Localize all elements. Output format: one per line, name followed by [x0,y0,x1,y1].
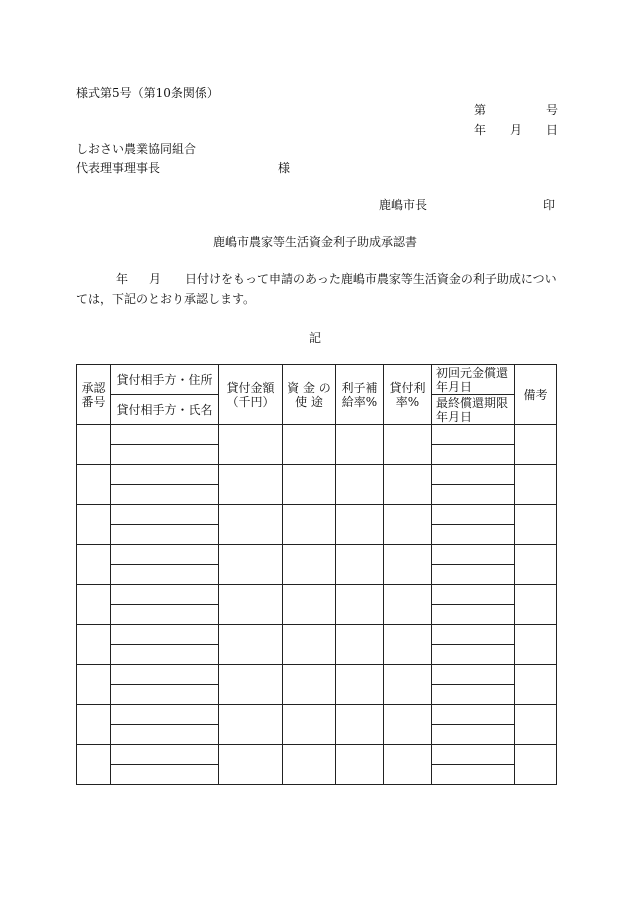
body-line-2: ては，下記のとおり承認します。 [76,292,256,306]
fund-use-cell[interactable] [283,425,336,465]
addressee-organization: しおさい農業協同組合 [76,142,197,156]
header-loan-rate: 貸付利 率% [384,365,432,425]
first-repay-cell[interactable] [432,625,515,645]
issuer-name: 鹿嶋市長 [379,198,428,212]
subsidy-rate-cell[interactable] [336,705,384,745]
loan-rate-cell[interactable] [384,465,432,505]
number-label-go: 号 [546,103,559,117]
body-month: 月 [149,272,162,286]
first-repay-cell[interactable] [432,465,515,485]
remarks-cell[interactable] [515,425,557,465]
loan-amount-cell[interactable] [219,465,283,505]
approval-no-cell[interactable] [77,705,111,745]
borrower-address-cell[interactable] [111,745,219,765]
loan-rate-cell[interactable] [384,545,432,585]
final-repay-cell[interactable] [432,605,515,625]
first-repay-cell[interactable] [432,545,515,565]
loan-amount-cell[interactable] [219,745,283,785]
borrower-name-cell[interactable] [111,525,219,545]
loan-rate-cell[interactable] [384,745,432,785]
remarks-cell[interactable] [515,705,557,745]
header-remarks: 備考 [515,365,557,425]
subsidy-rate-cell[interactable] [336,745,384,785]
addressee-title: 代表理事理事長 [76,161,161,175]
body-year: 年 [116,272,129,286]
fund-use-cell[interactable] [283,665,336,705]
remarks-cell[interactable] [515,585,557,625]
remarks-cell[interactable] [515,665,557,705]
borrower-address-cell[interactable] [111,665,219,685]
final-repay-cell[interactable] [432,565,515,585]
final-repay-cell[interactable] [432,765,515,785]
table-row [77,705,557,725]
loan-amount-cell[interactable] [219,585,283,625]
fund-use-cell[interactable] [283,745,336,785]
fund-use-cell[interactable] [283,705,336,745]
first-repay-cell[interactable] [432,585,515,605]
header-borrower-address: 貸付相手方・住所 [111,365,219,395]
table-row [77,625,557,645]
number-label-dai: 第 [474,103,487,117]
loan-rate-cell[interactable] [384,505,432,545]
document-title: 鹿嶋市農家等生活資金利子助成承認書 [212,235,417,249]
approval-table [76,364,557,785]
body-line-1-text: 日付けをもって申請のあった鹿嶋市農家等生活資金の利子助成につい [185,272,557,286]
subsidy-rate-cell[interactable] [336,585,384,625]
approval-no-cell[interactable] [77,505,111,545]
subsidy-rate-cell[interactable] [336,425,384,465]
fund-use-cell[interactable] [283,505,336,545]
borrower-name-cell[interactable] [111,565,219,585]
first-repay-cell[interactable] [432,425,515,445]
approval-no-cell[interactable] [77,465,111,505]
borrower-address-cell[interactable] [111,705,219,725]
date-month-label: 月 [510,123,523,137]
header-fund-use: 資 金 の 使 途 [283,365,336,425]
remarks-cell[interactable] [515,545,557,585]
header-borrower-name: 貸付相手方・氏名 [111,395,219,425]
header-first-repay: 初回元金償還 年月日 [432,365,515,395]
borrower-name-cell[interactable] [111,645,219,665]
borrower-address-cell[interactable] [111,505,219,525]
header-final-repay: 最終償還期限 年月日 [432,395,515,425]
table-row [77,665,557,685]
final-repay-cell[interactable] [432,445,515,465]
first-repay-cell[interactable] [432,745,515,765]
loan-amount-cell[interactable] [219,505,283,545]
loan-amount-cell[interactable] [219,425,283,465]
issuer-seal: 印 [543,198,556,212]
fund-use-cell[interactable] [283,625,336,665]
final-repay-cell[interactable] [432,645,515,665]
remarks-cell[interactable] [515,745,557,785]
table-row [77,505,557,525]
approval-no-cell[interactable] [77,745,111,785]
subsidy-rate-cell[interactable] [336,465,384,505]
approval-no-cell[interactable] [77,665,111,705]
table-row [77,745,557,765]
final-repay-cell[interactable] [432,725,515,745]
form-number: 様式第5号（第10条関係） [76,86,219,100]
subsidy-rate-cell[interactable] [336,665,384,705]
header-loan-amount: 貸付金額 （千円） [219,365,283,425]
borrower-address-cell[interactable] [111,545,219,565]
final-repay-cell[interactable] [432,525,515,545]
first-repay-cell[interactable] [432,505,515,525]
table-row [77,425,557,445]
final-repay-cell[interactable] [432,685,515,705]
borrower-address-cell[interactable] [111,585,219,605]
loan-rate-cell[interactable] [384,705,432,745]
header-approval-no: 承認 番号 [77,365,111,425]
loan-rate-cell[interactable] [384,425,432,465]
fund-use-cell[interactable] [283,545,336,585]
subsidy-rate-cell[interactable] [336,625,384,665]
subsidy-rate-cell[interactable] [336,545,384,585]
approval-no-cell[interactable] [77,545,111,585]
table-row [77,465,557,485]
borrower-address-cell[interactable] [111,625,219,645]
loan-amount-cell[interactable] [219,665,283,705]
loan-amount-cell[interactable] [219,545,283,585]
ki-heading: 記 [308,331,321,345]
loan-amount-cell[interactable] [219,625,283,665]
remarks-cell[interactable] [515,505,557,545]
borrower-address-cell[interactable] [111,425,219,445]
approval-no-cell[interactable] [77,425,111,465]
borrower-name-cell[interactable] [111,685,219,705]
loan-amount-cell[interactable] [219,705,283,745]
final-repay-cell[interactable] [432,485,515,505]
borrower-name-cell[interactable] [111,765,219,785]
table-row [77,585,557,605]
remarks-cell[interactable] [515,625,557,665]
loan-rate-cell[interactable] [384,625,432,665]
borrower-address-cell[interactable] [111,465,219,485]
date-year-label: 年 [474,123,487,137]
subsidy-rate-cell[interactable] [336,505,384,545]
addressee-honorific: 様 [278,161,291,175]
header-subsidy-rate: 利子補 給率% [336,365,384,425]
fund-use-cell[interactable] [283,465,336,505]
borrower-name-cell[interactable] [111,445,219,465]
first-repay-cell[interactable] [432,665,515,685]
borrower-name-cell[interactable] [111,725,219,745]
loan-rate-cell[interactable] [384,585,432,625]
table-row [77,545,557,565]
first-repay-cell[interactable] [432,705,515,725]
approval-no-cell[interactable] [77,625,111,665]
remarks-cell[interactable] [515,465,557,505]
loan-rate-cell[interactable] [384,665,432,705]
borrower-name-cell[interactable] [111,485,219,505]
fund-use-cell[interactable] [283,585,336,625]
borrower-name-cell[interactable] [111,605,219,625]
approval-no-cell[interactable] [77,585,111,625]
date-day-label: 日 [546,123,559,137]
